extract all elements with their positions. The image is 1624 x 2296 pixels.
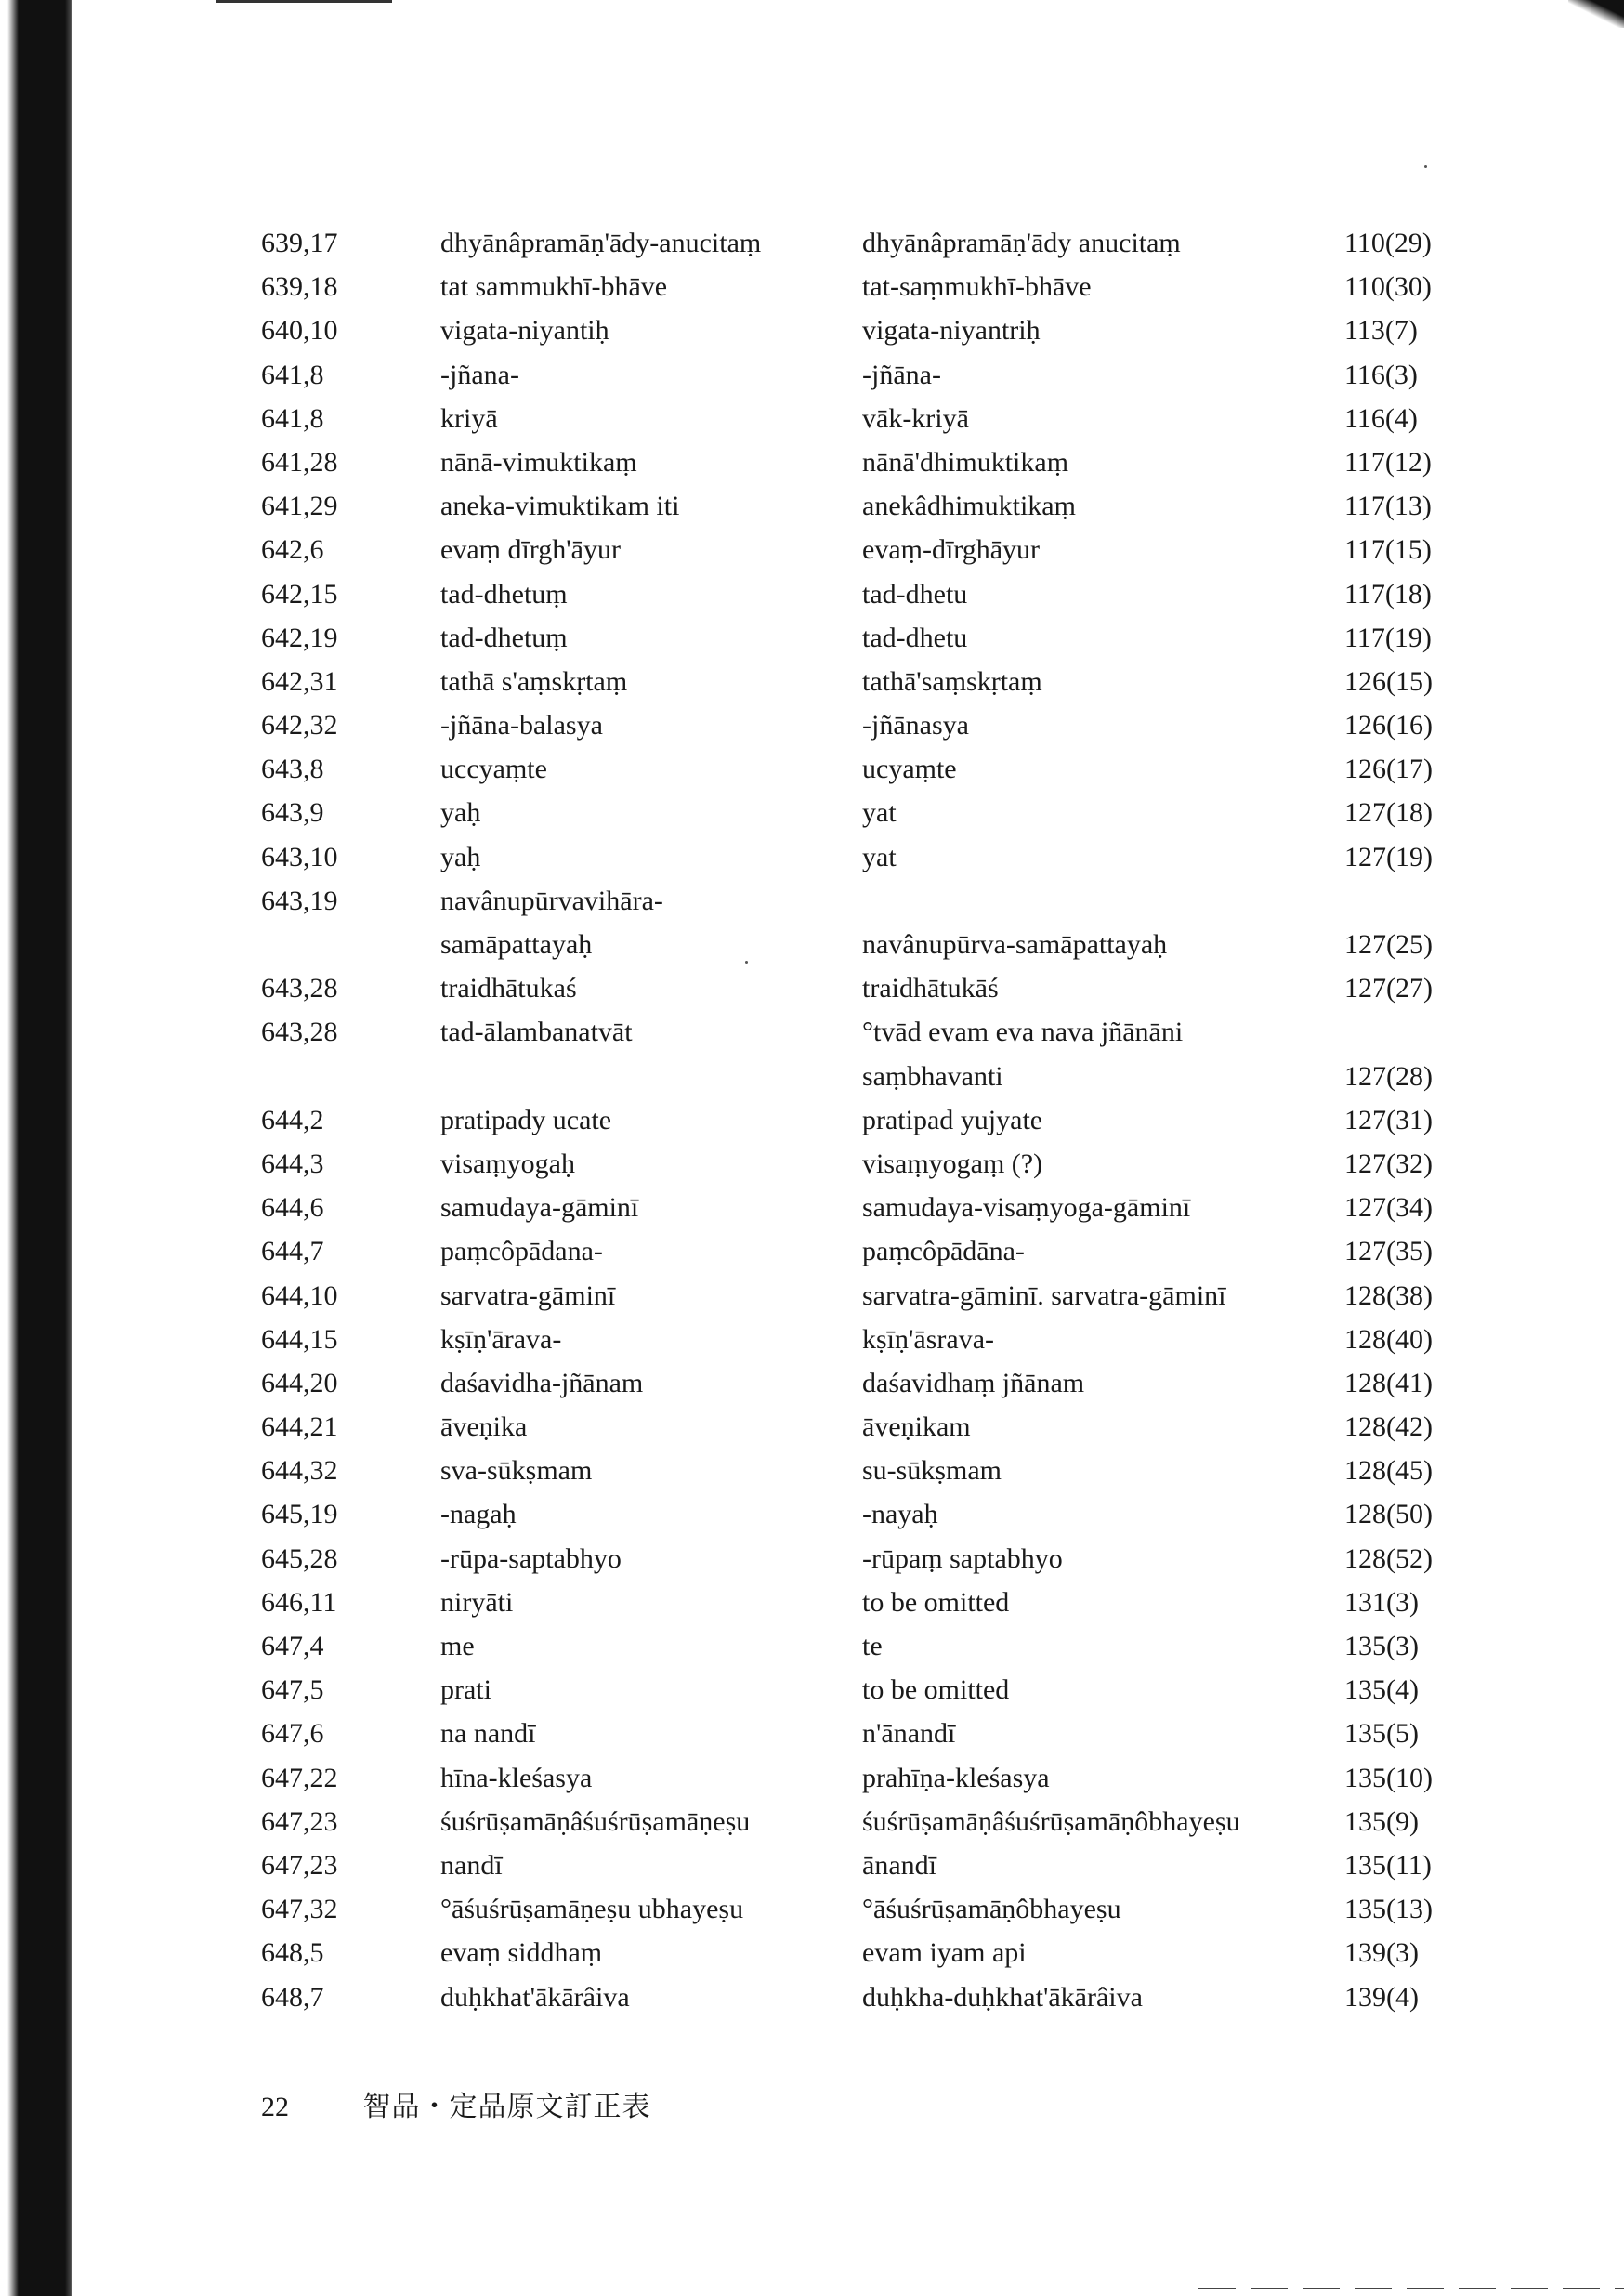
reference-cell: 135(9) bbox=[1344, 1805, 1419, 1837]
original-reading-cell: me bbox=[440, 1631, 475, 1661]
corrected-reading-cell: to be omitted bbox=[862, 1674, 1010, 1706]
original-reading-cell: kriyā bbox=[440, 402, 498, 434]
corrected-reading-cell: prahīṇa-kleśasya bbox=[862, 1762, 1050, 1793]
location-cell: 646,11 bbox=[261, 1586, 337, 1618]
reference-cell: 128(52) bbox=[1344, 1542, 1433, 1574]
original-reading-cell: evaṃ siddhaṃ bbox=[440, 1937, 603, 1969]
corrected-reading-cell: anekâdhimuktikaṃ bbox=[862, 491, 1076, 522]
reference-cell: 135(5) bbox=[1344, 1718, 1419, 1750]
errata-row bbox=[0, 572, 1624, 616]
original-reading-cell: uccyaṃte bbox=[440, 754, 547, 785]
original-reading-cell: navânupūrvavihāra- bbox=[440, 885, 663, 916]
original-reading-cell: paṃcôpādana- bbox=[440, 1236, 603, 1267]
scan-edge-bottom bbox=[1198, 2288, 1624, 2289]
corrected-reading-cell: ānandī bbox=[862, 1849, 936, 1881]
original-reading-cell: na nandī bbox=[440, 1718, 536, 1750]
errata-row bbox=[0, 1887, 1624, 1931]
page-footer bbox=[261, 2083, 651, 2124]
corrected-reading-cell: n'ānandī bbox=[862, 1718, 956, 1750]
errata-row bbox=[0, 1800, 1624, 1843]
original-reading-cell: -rūpa-saptabhyo bbox=[440, 1542, 622, 1574]
errata-row bbox=[0, 1712, 1624, 1755]
location-cell: 647,22 bbox=[261, 1762, 338, 1793]
location-cell: 648,7 bbox=[261, 1981, 324, 2013]
errata-row bbox=[0, 747, 1624, 791]
reference-cell: 128(42) bbox=[1344, 1411, 1433, 1443]
reference-cell: 128(40) bbox=[1344, 1323, 1433, 1355]
errata-row bbox=[0, 440, 1624, 484]
reference-cell: 117(15) bbox=[1344, 534, 1432, 566]
reference-cell: 135(3) bbox=[1344, 1631, 1419, 1661]
corrected-reading-cell: tad-dhetu bbox=[862, 622, 968, 653]
original-reading-cell: niryāti bbox=[440, 1586, 514, 1618]
corrected-reading-cell: evam iyam api bbox=[862, 1937, 1027, 1969]
errata-row bbox=[0, 923, 1624, 966]
errata-row bbox=[0, 660, 1624, 703]
reference-cell: 127(28) bbox=[1344, 1060, 1433, 1092]
corrected-reading-cell: evaṃ-dīrghāyur bbox=[862, 534, 1041, 566]
reference-cell: 117(13) bbox=[1344, 491, 1432, 522]
corrected-reading-cell: sarvatra-gāminī. sarvatra-gāminī bbox=[862, 1279, 1226, 1311]
errata-row bbox=[0, 1229, 1624, 1273]
reference-cell: 128(41) bbox=[1344, 1367, 1433, 1398]
location-cell: 644,32 bbox=[261, 1455, 338, 1487]
reference-cell: 110(29) bbox=[1344, 228, 1432, 258]
errata-row bbox=[0, 1142, 1624, 1186]
errata-row bbox=[0, 879, 1624, 923]
original-reading-cell: nānā-vimuktikaṃ bbox=[440, 446, 637, 478]
location-cell: 644,20 bbox=[261, 1367, 338, 1398]
corrected-reading-cell: vāk-kriyā bbox=[862, 402, 969, 434]
corrected-reading-cell: yat bbox=[862, 841, 897, 872]
location-cell: 644,10 bbox=[261, 1279, 338, 1311]
location-cell: 642,31 bbox=[261, 665, 338, 697]
reference-cell: 127(25) bbox=[1344, 929, 1433, 960]
reference-cell: 127(34) bbox=[1344, 1192, 1433, 1224]
scan-edge-top bbox=[216, 0, 392, 3]
location-cell: 647,23 bbox=[261, 1849, 338, 1881]
original-reading-cell: hīna-kleśasya bbox=[440, 1762, 593, 1793]
reference-cell: 128(38) bbox=[1344, 1279, 1433, 1311]
page-number: 22 bbox=[261, 2092, 289, 2122]
errata-row bbox=[0, 1975, 1624, 2019]
original-reading-cell: -jñana- bbox=[440, 359, 519, 390]
errata-row bbox=[0, 1668, 1624, 1712]
original-reading-cell: duḥkhat'ākārâiva bbox=[440, 1981, 630, 2013]
corrected-reading-cell: daśavidhaṃ jñānam bbox=[862, 1367, 1085, 1398]
original-reading-cell: prati bbox=[440, 1674, 491, 1706]
errata-row bbox=[0, 1581, 1624, 1624]
original-reading-cell: samudaya-gāminī bbox=[440, 1192, 639, 1224]
corrected-reading-cell: nānā'dhimuktikaṃ bbox=[862, 446, 1069, 478]
reference-cell: 127(27) bbox=[1344, 973, 1433, 1004]
original-reading-cell: dhyānâpramāṇ'ādy-anucitaṃ bbox=[440, 228, 762, 258]
location-cell: 644,6 bbox=[261, 1192, 324, 1224]
location-cell: 647,32 bbox=[261, 1894, 338, 1925]
original-reading-cell: sva-sūkṣmam bbox=[440, 1455, 593, 1487]
original-reading-cell: °āśuśrūṣamāṇeṣu ubhayeṣu bbox=[440, 1894, 744, 1925]
reference-cell: 135(13) bbox=[1344, 1894, 1433, 1925]
corrected-reading-cell: duḥkha-duḥkhat'ākārâiva bbox=[862, 1981, 1143, 2013]
original-reading-cell: tad-dhetuṃ bbox=[440, 578, 568, 610]
corrected-reading-cell: ucyaṃte bbox=[862, 754, 957, 785]
errata-row bbox=[0, 221, 1624, 265]
original-reading-cell: -jñāna-balasya bbox=[440, 710, 603, 741]
reference-cell: 135(4) bbox=[1344, 1674, 1419, 1706]
reference-cell: 110(30) bbox=[1344, 271, 1432, 303]
original-reading-cell: sarvatra-gāminī bbox=[440, 1279, 616, 1311]
location-cell: 648,5 bbox=[261, 1937, 324, 1969]
errata-row bbox=[0, 1756, 1624, 1800]
corrected-reading-cell: vigata-niyantriḥ bbox=[862, 315, 1041, 347]
original-reading-cell: āveṇika bbox=[440, 1411, 528, 1443]
reference-cell: 117(18) bbox=[1344, 578, 1432, 610]
corrected-reading-cell: yat bbox=[862, 797, 897, 829]
location-cell: 647,5 bbox=[261, 1674, 324, 1706]
errata-row bbox=[0, 1186, 1624, 1229]
reference-cell: 128(50) bbox=[1344, 1499, 1433, 1530]
errata-row bbox=[0, 1843, 1624, 1887]
corrected-reading-cell: dhyānâpramāṇ'ādy anucitaṃ bbox=[862, 228, 1181, 258]
errata-row bbox=[0, 835, 1624, 879]
scan-corner-top-right bbox=[1568, 0, 1624, 28]
location-cell: 642,32 bbox=[261, 710, 338, 741]
original-reading-cell: śuśrūṣamāṇâśuśrūṣamāṇeṣu bbox=[440, 1805, 751, 1837]
errata-row bbox=[0, 1010, 1624, 1054]
reference-cell: 139(3) bbox=[1344, 1937, 1419, 1969]
original-reading-cell: daśavidha-jñānam bbox=[440, 1367, 644, 1398]
reference-cell: 131(3) bbox=[1344, 1586, 1419, 1618]
errata-row bbox=[0, 1624, 1624, 1668]
original-reading-cell: evaṃ dīrgh'āyur bbox=[440, 534, 621, 566]
location-cell: 643,9 bbox=[261, 797, 324, 829]
original-reading-cell: vigata-niyantiḥ bbox=[440, 315, 609, 347]
location-cell: 647,4 bbox=[261, 1631, 324, 1661]
location-cell: 644,7 bbox=[261, 1236, 324, 1267]
errata-row bbox=[0, 353, 1624, 397]
corrected-reading-cell: samudaya-visaṃyoga-gāminī bbox=[862, 1192, 1191, 1224]
corrected-reading-cell: tathā'saṃskṛtaṃ bbox=[862, 665, 1042, 697]
location-cell: 641,8 bbox=[261, 402, 324, 434]
errata-row bbox=[0, 1931, 1624, 1975]
reference-cell: 126(15) bbox=[1344, 665, 1433, 697]
corrected-reading-cell: paṃcôpādāna- bbox=[862, 1236, 1025, 1267]
original-reading-cell: tad-ālambanatvāt bbox=[440, 1017, 633, 1048]
errata-row bbox=[0, 1405, 1624, 1449]
location-cell: 644,21 bbox=[261, 1411, 338, 1443]
corrected-reading-cell: °āśuśrūṣamāṇôbhayeṣu bbox=[862, 1894, 1121, 1925]
location-cell: 647,23 bbox=[261, 1805, 338, 1837]
errata-row bbox=[0, 1492, 1624, 1536]
errata-row bbox=[0, 703, 1624, 747]
location-cell: 642,19 bbox=[261, 622, 338, 653]
location-cell: 641,29 bbox=[261, 491, 338, 522]
location-cell: 643,10 bbox=[261, 841, 338, 872]
location-cell: 647,6 bbox=[261, 1718, 324, 1750]
corrected-reading-cell: tat-saṃmukhī-bhāve bbox=[862, 271, 1092, 303]
errata-table bbox=[0, 221, 1624, 2019]
corrected-reading-cell: -jñānasya bbox=[862, 710, 969, 741]
location-cell: 639,17 bbox=[261, 228, 338, 258]
location-cell: 642,15 bbox=[261, 578, 338, 610]
location-cell: 639,18 bbox=[261, 271, 338, 303]
reference-cell: 127(19) bbox=[1344, 841, 1433, 872]
errata-row bbox=[0, 1537, 1624, 1581]
original-reading-cell: visaṃyogaḥ bbox=[440, 1148, 575, 1179]
original-reading-cell: nandī bbox=[440, 1849, 503, 1881]
original-reading-cell: samāpattayaḥ bbox=[440, 929, 593, 960]
reference-cell: 128(45) bbox=[1344, 1455, 1433, 1487]
corrected-reading-cell: to be omitted bbox=[862, 1586, 1010, 1618]
location-cell: 643,19 bbox=[261, 885, 338, 916]
errata-row bbox=[0, 1098, 1624, 1142]
errata-row bbox=[0, 265, 1624, 308]
corrected-reading-cell: śuśrūṣamāṇâśuśrūṣamāṇôbhayeṣu bbox=[862, 1805, 1240, 1837]
reference-cell: 127(32) bbox=[1344, 1148, 1433, 1179]
reference-cell: 116(3) bbox=[1344, 359, 1418, 390]
corrected-reading-cell: tad-dhetu bbox=[862, 578, 968, 610]
location-cell: 643,8 bbox=[261, 754, 324, 785]
reference-cell: 126(17) bbox=[1344, 754, 1433, 785]
reference-cell: 139(4) bbox=[1344, 1981, 1419, 2013]
location-cell: 643,28 bbox=[261, 973, 338, 1004]
original-reading-cell: kṣīṇ'ārava- bbox=[440, 1323, 562, 1355]
scan-speck bbox=[1424, 165, 1427, 168]
errata-row bbox=[0, 484, 1624, 528]
reference-cell: 127(18) bbox=[1344, 797, 1433, 829]
footer-title: 智品・定品原文訂正表 bbox=[362, 2092, 651, 2122]
original-reading-cell: -nagaḥ bbox=[440, 1499, 517, 1530]
errata-row bbox=[0, 528, 1624, 571]
location-cell: 643,28 bbox=[261, 1017, 338, 1048]
original-reading-cell: aneka-vimuktikam iti bbox=[440, 491, 680, 522]
corrected-reading-cell: -rūpaṃ saptabhyo bbox=[862, 1542, 1063, 1574]
errata-row bbox=[0, 397, 1624, 440]
corrected-reading-cell: te bbox=[862, 1631, 883, 1661]
corrected-reading-cell: -jñāna- bbox=[862, 359, 941, 390]
corrected-reading-cell: su-sūkṣmam bbox=[862, 1455, 1002, 1487]
original-reading-cell: yaḥ bbox=[440, 797, 481, 829]
errata-row bbox=[0, 1318, 1624, 1361]
original-reading-cell: traidhātukaś bbox=[440, 973, 577, 1004]
reference-cell: 135(10) bbox=[1344, 1762, 1433, 1793]
location-cell: 642,6 bbox=[261, 534, 324, 566]
errata-row bbox=[0, 616, 1624, 660]
reference-cell: 113(7) bbox=[1344, 315, 1418, 347]
location-cell: 644,2 bbox=[261, 1104, 324, 1135]
corrected-reading-cell: traidhātukāś bbox=[862, 973, 999, 1004]
location-cell: 640,10 bbox=[261, 315, 338, 347]
location-cell: 644,15 bbox=[261, 1323, 338, 1355]
errata-row bbox=[0, 1449, 1624, 1492]
corrected-reading-cell: kṣīṇ'āsrava- bbox=[862, 1323, 995, 1355]
original-reading-cell: tad-dhetuṃ bbox=[440, 622, 568, 653]
reference-cell: 117(19) bbox=[1344, 622, 1432, 653]
corrected-reading-cell: navânupūrva-samāpattayaḥ bbox=[862, 929, 1168, 960]
reference-cell: 127(35) bbox=[1344, 1236, 1433, 1267]
corrected-reading-cell: pratipad yujyate bbox=[862, 1104, 1043, 1135]
errata-row bbox=[0, 966, 1624, 1010]
location-cell: 641,28 bbox=[261, 446, 338, 478]
reference-cell: 117(12) bbox=[1344, 446, 1432, 478]
original-reading-cell: yaḥ bbox=[440, 841, 481, 872]
errata-row bbox=[0, 1055, 1624, 1098]
reference-cell: 126(16) bbox=[1344, 710, 1433, 741]
corrected-reading-cell: -nayaḥ bbox=[862, 1499, 938, 1530]
errata-row bbox=[0, 1361, 1624, 1405]
reference-cell: 135(11) bbox=[1344, 1849, 1432, 1881]
corrected-reading-cell: āveṇikam bbox=[862, 1411, 971, 1443]
errata-row bbox=[0, 308, 1624, 352]
reference-cell: 116(4) bbox=[1344, 402, 1418, 434]
corrected-reading-cell: saṃbhavanti bbox=[862, 1060, 1003, 1092]
errata-row bbox=[0, 791, 1624, 834]
reference-cell: 127(31) bbox=[1344, 1104, 1433, 1135]
location-cell: 641,8 bbox=[261, 359, 324, 390]
location-cell: 645,28 bbox=[261, 1542, 338, 1574]
corrected-reading-cell: visaṃyogaṃ (?) bbox=[862, 1148, 1043, 1179]
location-cell: 645,19 bbox=[261, 1499, 338, 1530]
original-reading-cell: tat sammukhī-bhāve bbox=[440, 271, 668, 303]
original-reading-cell: pratipady ucate bbox=[440, 1104, 612, 1135]
corrected-reading-cell: °tvād evam eva nava jñānāni bbox=[862, 1017, 1184, 1048]
original-reading-cell: tathā s'aṃskṛtaṃ bbox=[440, 665, 628, 697]
errata-row bbox=[0, 1274, 1624, 1318]
location-cell: 644,3 bbox=[261, 1148, 324, 1179]
